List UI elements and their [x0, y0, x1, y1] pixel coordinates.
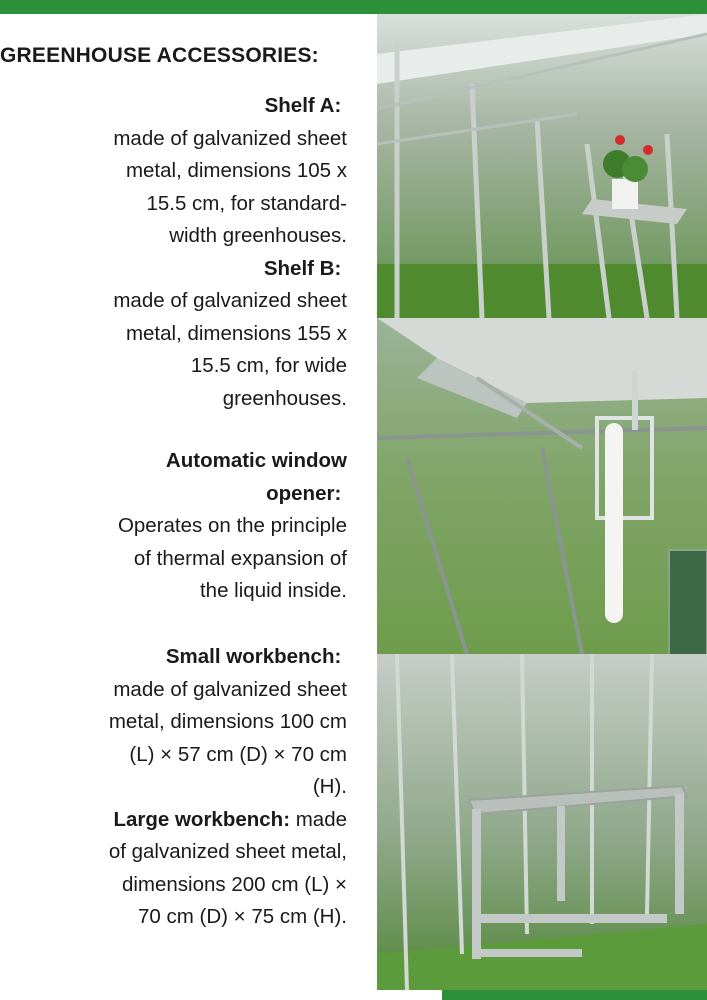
small-bench-line: (H).	[312, 775, 347, 798]
shelf-a-line: width greenhouses.	[169, 224, 347, 247]
small-bench-line: metal, dimensions 100 cm	[108, 710, 347, 733]
workbench-section	[50, 641, 347, 934]
small-bench-line: made of galvanized sheet	[113, 677, 347, 701]
large-bench-label: Large workbench: made	[113, 807, 347, 831]
small-bench-label: Small workbench:	[165, 645, 342, 668]
opener-label: Automatic window	[165, 449, 347, 472]
workbench-photo	[377, 654, 707, 990]
shelf-b-label: Shelf B:	[263, 256, 342, 280]
greenhouse-shelf-photo	[377, 14, 707, 318]
small-bench-line: (L) × 57 cm (D) × 70 cm	[129, 742, 347, 766]
large-bench-line: 70 cm (D) × 75 cm (H).	[137, 905, 347, 928]
shelf-section	[50, 90, 347, 415]
large-bench-line: of galvanized sheet metal,	[108, 840, 347, 863]
opener-line: the liquid inside.	[199, 579, 347, 602]
shelf-a-line: 15.5 cm, for standard-	[146, 191, 347, 215]
shelf-b-line: greenhouses.	[222, 386, 347, 410]
opener-line: Operates on the principle	[117, 514, 347, 537]
shelf-b-line: made of galvanized sheet	[113, 289, 347, 312]
window-opener-photo	[377, 318, 707, 654]
top-green-bar	[0, 0, 707, 14]
page-title: GREENHOUSE ACCESSORIES:	[0, 44, 319, 67]
bottom-green-bar	[442, 990, 707, 1000]
shelf-b-line: metal, dimensions 155 x	[125, 321, 347, 345]
opener-section	[50, 445, 347, 608]
opener-label: opener:	[266, 481, 342, 505]
opener-line: of thermal expansion of	[133, 546, 347, 570]
shelf-a-label: Shelf A:	[264, 94, 342, 117]
shelf-a-line: made of galvanized sheet	[113, 126, 347, 150]
large-bench-line: dimensions 200 cm (L) ×	[121, 872, 347, 896]
shelf-b-line: 15.5 cm, for wide	[190, 354, 347, 377]
shelf-a-line: metal, dimensions 105 x	[125, 159, 347, 182]
